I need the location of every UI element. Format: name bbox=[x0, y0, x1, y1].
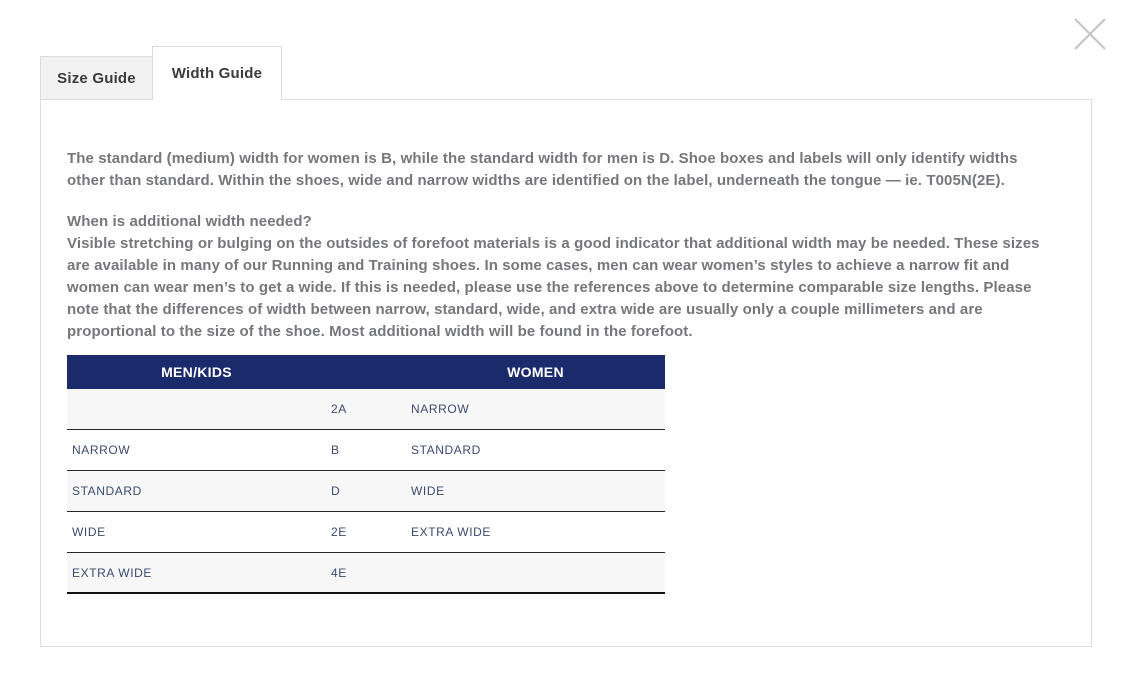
table-cell bbox=[406, 553, 665, 592]
table-cell: STANDARD bbox=[411, 443, 481, 457]
table-cell: D bbox=[331, 484, 341, 498]
table-row bbox=[67, 430, 665, 471]
table-cell: EXTRA WIDE bbox=[72, 565, 153, 580]
table-cell: NARROW bbox=[72, 443, 131, 457]
question-heading: When is additional width needed? bbox=[67, 213, 312, 230]
size-width-guide-modal bbox=[40, 45, 1092, 647]
tab-width-guide[interactable]: Width Guide bbox=[152, 46, 282, 100]
table-cell: 4E bbox=[331, 565, 347, 580]
table-cell: WIDE bbox=[72, 525, 106, 539]
table-cell bbox=[67, 389, 326, 429]
header-middle bbox=[326, 355, 406, 389]
width-table bbox=[67, 355, 665, 594]
header-men-kids: MEN/KIDS bbox=[161, 364, 232, 380]
intro-paragraph: The standard (medium) width for women is B, while the standard width for men is D. Shoe boxes and labels will only identify widths other than standard. Within the shoes, wide and narrow widths are identified on the label, underneath the tongue — ie. T005N(2E). bbox=[67, 150, 1018, 189]
table-cell: B bbox=[331, 443, 340, 457]
table-cell: WIDE bbox=[411, 484, 445, 498]
answer-paragraph: Visible stretching or bulging on the outsides of forefoot materials is a good indicator that additional width may be needed. These sizes are available in many of our Running and Training shoes. In some cases, men can wear women’s styles to achieve a narrow fit and women can wear men’s to get a wide. If this is needed, please use the references above to determine comparable size lengths. Please note that the differences of width between narrow, standard, wide, and extra wide are usually only a couple millimeters and are proportional to the size of the shoe. Most additional width will be found in the forefoot. bbox=[67, 235, 1040, 340]
table-cell: EXTRA WIDE bbox=[411, 525, 492, 539]
table-row bbox=[67, 471, 665, 512]
table-cell: 2A bbox=[331, 402, 347, 416]
table-header-row bbox=[67, 355, 665, 389]
tab-size-guide[interactable]: Size Guide bbox=[40, 56, 152, 100]
table-row bbox=[67, 512, 665, 553]
tab-bar bbox=[40, 45, 1092, 99]
header-women: WOMEN bbox=[507, 364, 564, 380]
table-row bbox=[67, 553, 665, 594]
table-cell: 2E bbox=[331, 525, 347, 539]
additional-width-section bbox=[67, 211, 1045, 343]
table-row bbox=[67, 389, 665, 430]
table-cell: NARROW bbox=[411, 402, 470, 416]
width-guide-panel bbox=[40, 99, 1092, 647]
table-cell: STANDARD bbox=[72, 484, 142, 498]
